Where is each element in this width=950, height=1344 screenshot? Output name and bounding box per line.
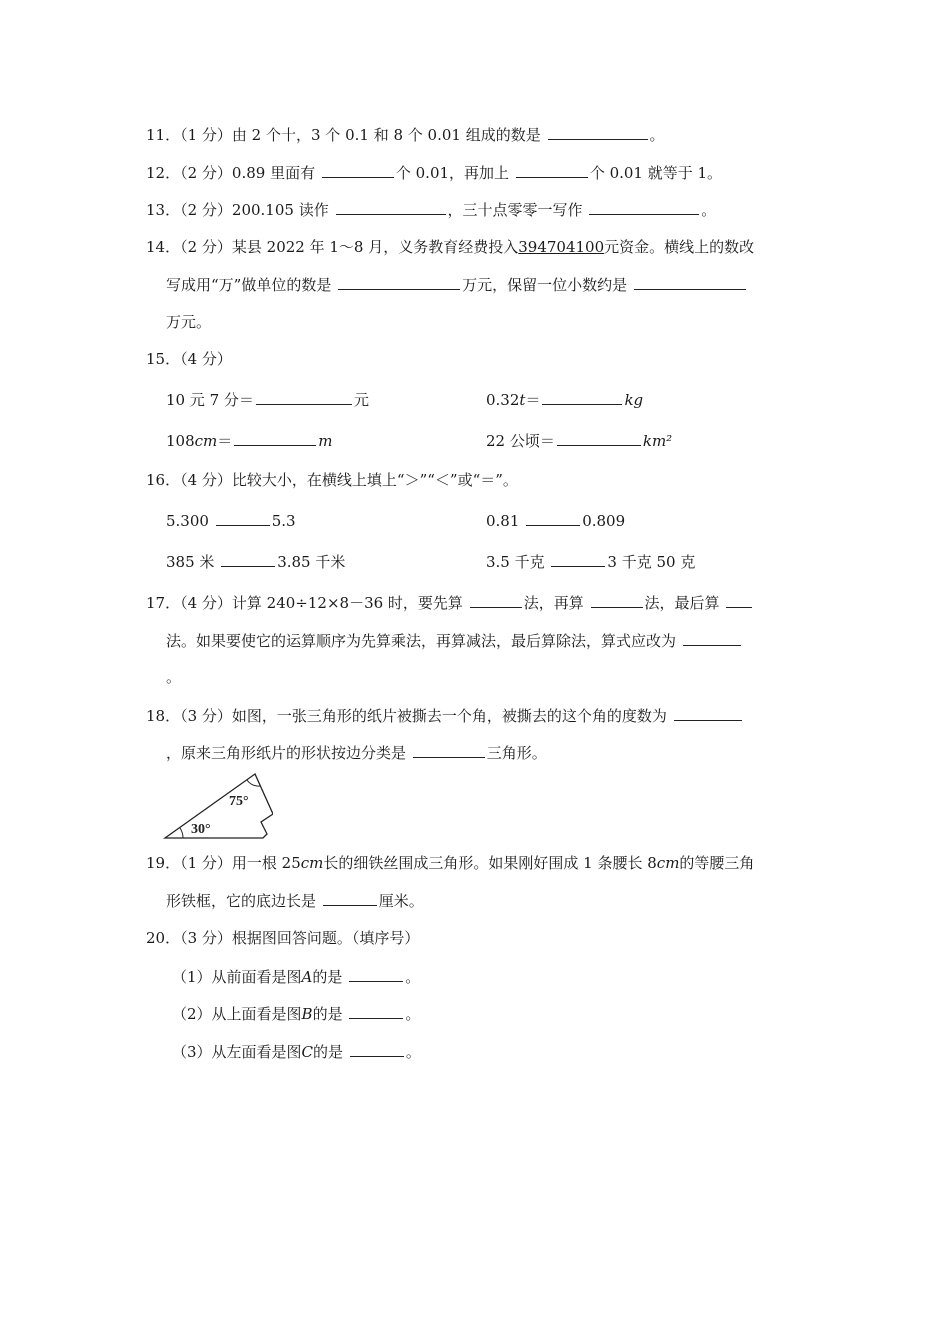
question-14-line3: 万元。 [166, 313, 212, 331]
answer-blank[interactable] [526, 509, 580, 526]
question-score: （2 分） [180, 201, 232, 219]
torn-triangle-figure [163, 770, 273, 842]
answer-blank[interactable] [413, 741, 485, 758]
question-17: 17．（4 分）计算 240÷12×8－36 时，要先算 法，再算 法，最后算 [146, 591, 754, 614]
question-11: 11．（1 分）由 2 个十，3 个 0.1 和 8 个 0.01 组成的数是 。 [146, 123, 665, 146]
question-score: （2 分） [180, 164, 232, 182]
question-17-line3: 。 [166, 668, 182, 686]
q20-sub-2: （2）从上面看是图B的是 。 [172, 1002, 420, 1025]
question-19: 19．（1 分）用一根 25cm长的细铁丝围成三角形。如果刚好围成 1 条腰长 8cm的等腰三角 [146, 854, 755, 872]
question-17-line2: 法。如果要使它的运算顺序为先算乘法，再算减法，最后算除法，算式应改为 [166, 629, 743, 652]
question-number: 11． [146, 126, 181, 144]
question-14: 14．（2 分）某县 2022 年 1～8 月，义务教育经费投入394704100元资金。横线上的数改 [146, 238, 755, 256]
underlined-number: 394704100 [518, 238, 605, 256]
question-number: 12． [146, 164, 181, 182]
triangle-shape [165, 774, 273, 838]
q16-item-d: 3.5 千克 3 千克 50 克 [486, 550, 695, 573]
answer-blank[interactable] [634, 273, 746, 290]
question-number: 18． [146, 707, 181, 725]
answer-blank[interactable] [542, 388, 622, 405]
answer-blank[interactable] [349, 965, 403, 982]
angle-label-75: 75° [229, 794, 249, 809]
question-16: 16．（4 分）比较大小，在横线上填上“＞”“＜”或“＝”。 [146, 471, 518, 489]
q15-item-b: 0.32t＝ kg [486, 388, 643, 411]
question-score: （4 分） [180, 350, 232, 368]
question-number: 19． [146, 854, 181, 872]
q16-item-c: 385 米 3.85 千米 [166, 550, 345, 573]
question-score: （3 分） [180, 707, 232, 725]
answer-blank[interactable] [336, 198, 446, 215]
q16-item-b: 0.81 0.809 [486, 509, 625, 532]
q20-sub-3: （3）从左面看是图C的是 。 [172, 1040, 421, 1063]
answer-blank[interactable] [557, 429, 641, 446]
answer-blank[interactable] [470, 591, 522, 608]
answer-blank[interactable] [234, 429, 316, 446]
answer-blank[interactable] [726, 591, 752, 608]
question-14-line2: 写成用“万”做单位的数是 万元，保留一位小数约是 [166, 273, 748, 296]
angle-label-30: 30° [191, 822, 211, 837]
question-20: 20．（3 分）根据图回答问题。（填序号） [146, 929, 420, 947]
answer-blank[interactable] [683, 629, 741, 646]
question-score: （1 分） [180, 854, 232, 872]
answer-blank[interactable] [216, 509, 270, 526]
answer-blank[interactable] [323, 889, 377, 906]
question-score: （4 分） [180, 594, 232, 612]
question-18: 18．（3 分）如图，一张三角形的纸片被撕去一个角，被撕去的这个角的度数为 [146, 704, 744, 727]
q20-sub-1: （1）从前面看是图A的是 。 [172, 965, 420, 988]
answer-blank[interactable] [350, 1040, 404, 1057]
question-number: 14． [146, 238, 181, 256]
question-12: 12．（2 分）0.89 里面有 个 0.01，再加上 个 0.01 就等于 1。 [146, 161, 722, 184]
question-19-line2: 形铁框，它的底边长是 厘米。 [166, 889, 424, 912]
question-number: 15． [146, 350, 181, 368]
answer-blank[interactable] [322, 161, 394, 178]
question-18-line2: ，原来三角形纸片的形状按边分类是 三角形。 [166, 741, 547, 764]
answer-blank[interactable] [349, 1002, 403, 1019]
answer-blank[interactable] [548, 123, 648, 140]
q16-item-a: 5.300 5.3 [166, 509, 296, 532]
question-text: 由 2 个十，3 个 0.1 和 8 个 0.01 组成的数是 [231, 126, 541, 144]
question-number: 13． [146, 201, 181, 219]
answer-blank[interactable] [591, 591, 643, 608]
question-score: （3 分） [180, 929, 232, 947]
question-score: （4 分） [180, 471, 232, 489]
question-number: 16． [146, 471, 181, 489]
question-score: （2 分） [180, 238, 232, 256]
question-number: 20． [146, 929, 181, 947]
answer-blank[interactable] [551, 550, 605, 567]
q15-item-c: 108cm＝ m [166, 429, 333, 452]
question-number: 17． [146, 594, 181, 612]
question-13: 13．（2 分）200.105 读作 ，三十点零零一写作 。 [146, 198, 716, 221]
q15-item-a: 10 元 7 分＝ 元 [166, 388, 369, 411]
question-score: （1 分） [180, 126, 232, 144]
answer-blank[interactable] [338, 273, 460, 290]
answer-blank[interactable] [589, 198, 699, 215]
q15-item-d: 22 公顷＝ km² [486, 429, 672, 452]
answer-blank[interactable] [516, 161, 588, 178]
question-15 [146, 348, 232, 370]
answer-blank[interactable] [256, 388, 352, 405]
answer-blank[interactable] [674, 704, 742, 721]
answer-blank[interactable] [221, 550, 275, 567]
